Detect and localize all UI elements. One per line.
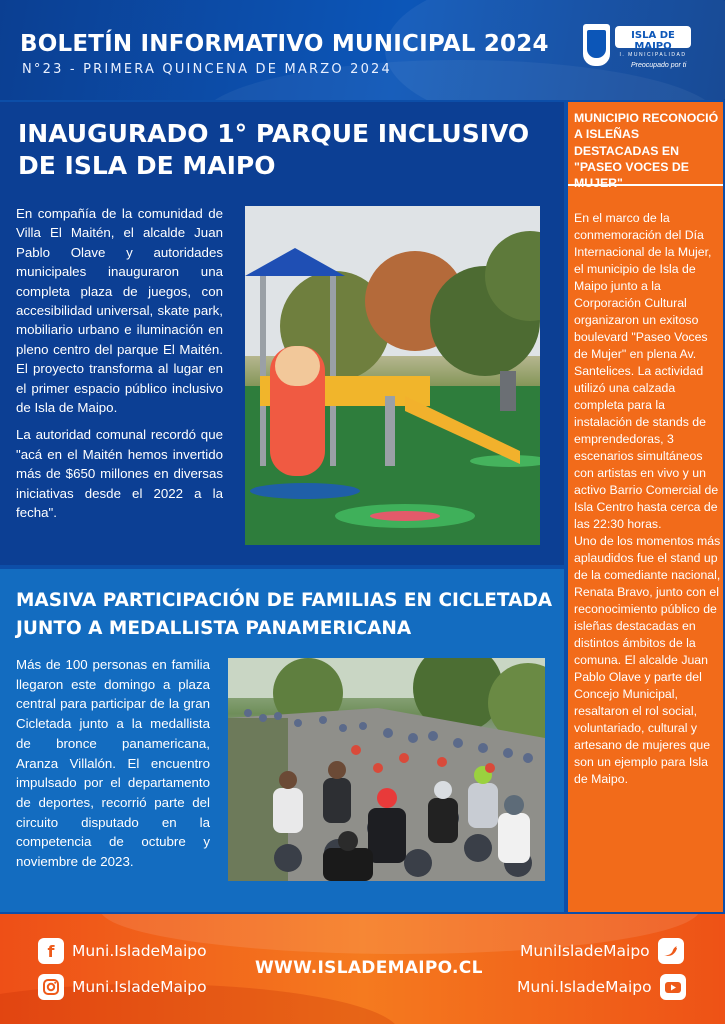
article-title: INAUGURADO 1° PARQUE INCLUSIVO DE ISLA DE MAIPO	[18, 119, 530, 180]
article-paragraph: La autoridad comunal recordó que "acá en el Maitén hemos invertido más de $650 millones en diversas iniciativas desde el 2022 a la fecha".	[16, 427, 223, 521]
sidebar-paragraph: Uno de los momentos más aplaudidos fue el stand up de la comediante nacional, Renata Bravo, junto con el reconocimiento público de isleñas destacadas en distintos ámbitos de la comuna. El alcalde Juan Pablo Olave y parte del Concejo Municipal, resaltaron el rol social, voluntariado, cultural y artesano de mujeres que son un ejemplo para Isla de Maipo.	[574, 534, 721, 786]
article-paragraph: En compañía de la comunidad de Villa El Maitén, el alcalde Juan Pablo Olave y autoridades municipales inauguraron una completa plaza de juegos, con accesibilidad universal, skate park, mobiliario urbano e iluminación en pleno centro del parque El Maitén. El proyecto transforma al lugar en el primer espacio público inclusivo de Isla de Maipo.	[16, 206, 223, 416]
twitter-handle: MuniIsladeMaipo	[520, 942, 650, 960]
footer	[0, 914, 725, 1024]
playground-illustration	[245, 206, 540, 545]
newsletter-subtitle: N°23 - PRIMERA QUINCENA DE MARZO 2024	[22, 62, 392, 77]
facebook-icon: f	[38, 938, 64, 964]
logo-slogan: Preocupado por ti	[631, 62, 687, 69]
article-cycling	[0, 569, 564, 912]
instagram-link[interactable]	[38, 974, 207, 1000]
header	[0, 0, 725, 100]
facebook-handle: Muni.IsladeMaipo	[72, 942, 207, 960]
sidebar-title: MUNICIPIO RECONOCIÓ A ISLEÑAS DESTACADAS EN "PASEO VOCES DE	[574, 111, 719, 174]
cyclists-illustration	[228, 658, 545, 881]
article-body	[16, 204, 223, 531]
logo-municipality: I. MUNICIPALIDAD	[619, 52, 687, 58]
twitter-link[interactable]	[520, 938, 684, 964]
article-body: Más de 100 personas en familia llegaron este domingo a plaza central para participar de la gran Cicletada junto a la medallista de bronce panamericana, Aranza Villalón. El encuentro impulsado por el departamento de deportes, recorrió parte del circuito disputado en la competencia de octubre y noviembre de 2023.	[16, 657, 210, 870]
crest-icon	[583, 24, 610, 66]
cyclists-photo	[228, 658, 545, 881]
municipality-logo	[583, 22, 713, 78]
youtube-icon	[660, 974, 686, 1000]
sidebar-article	[568, 102, 723, 912]
youtube-handle: Muni.IsladeMaipo	[517, 978, 652, 996]
article-inclusive-park	[0, 102, 564, 565]
sidebar-paragraph: En el marco de la conmemoración del Día Internacional de la Mujer, el municipio de Isla de Maipo junto a la Corporación Cultural organizaron un exitoso boulevard "Paseo Voces de Mujer" en plena Av. Santelices. La actividad utilizó una calzada completa para la instalación de stands de emprendedoras, 3 escenarios simultáneos con artistas en vivo y un activo Barrio Comercial de Isla Centro hasta cerca de las 22:30 horas.	[574, 211, 719, 531]
youtube-link[interactable]	[517, 974, 686, 1000]
playground-photo	[245, 206, 540, 545]
divider	[568, 184, 723, 186]
sidebar-body	[574, 210, 722, 788]
facebook-link[interactable]	[38, 938, 207, 964]
logo-name: ISLA DE MAIPO	[631, 30, 675, 52]
instagram-handle: Muni.IsladeMaipo	[72, 978, 207, 996]
twitter-icon	[658, 938, 684, 964]
website-link[interactable]: WWW.ISLADEMAIPO.CL	[255, 958, 483, 978]
newsletter-title: BOLETÍN INFORMATIVO MUNICIPAL 2024	[20, 31, 549, 57]
article-title: MASIVA PARTICIPACIÓN DE FAMILIAS EN CICLETADA JUNTO A MEDALLISTA PANAMERICANA	[16, 590, 553, 639]
instagram-icon	[38, 974, 64, 1000]
